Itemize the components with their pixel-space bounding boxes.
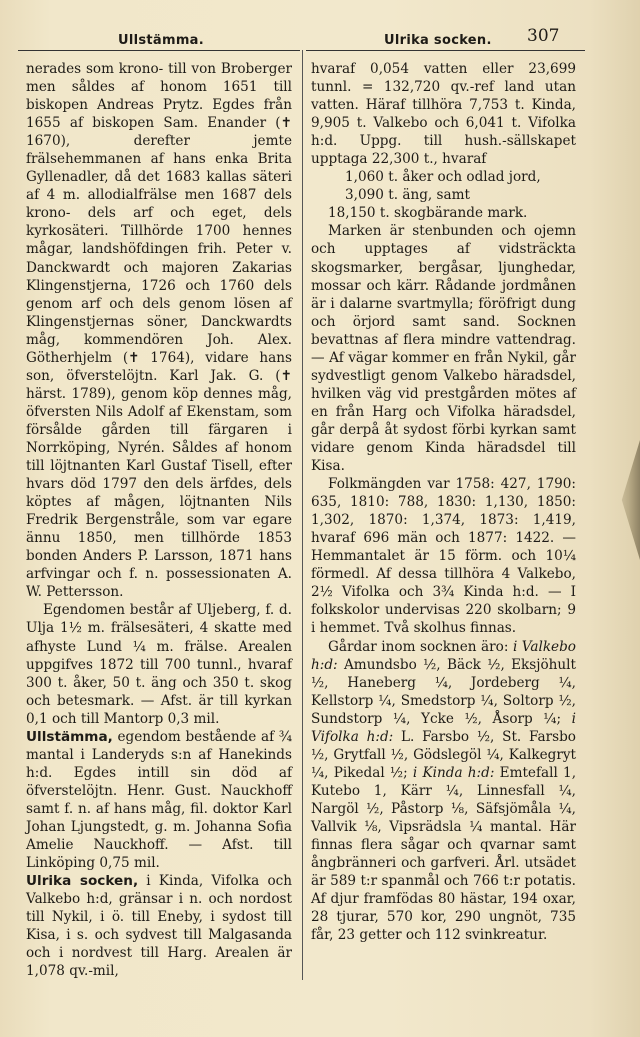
- header-rule-right: [306, 50, 585, 51]
- left-running-head: Ullstämma.: [118, 33, 204, 48]
- left-para-1: nerades som krono- till von Broberger men såldes af honom 1651 till biskopen Andreas Prytz. Egdes från 1655 af biskopen Sam. Enander (✝ 1670), derefter jemte frälsehemmanen af hans enka Brita Gyllenadler, då det 1683 kallas säteri af 4 m. allodialfrälse men 1687 dels krono- dels arf och eget, dels kyrkosäteri. Tillhörde 1700 hennes mågar, landshöfdingen frih. Peter v. Danckwardt och majoren Zakarias Klingenstjerna, 1726 och 1760 dels genom arf och dels genom lösen af Klingenstjernas söner, Danckwardts måg, kommendören Joh. Alex. Götherhjelm (✝ 1764), vidare hans son, öfverstelöjtn. Karl Jak. G. (✝ härst. 1789), genom köp dennes måg, öfversten Nils Adolf af Ekenstam, som försålde gården till färgaren i Norrköping, Nyrén. Såldes af honom till löjtnanten Karl Gustaf Tisell, efter hvars död 1797 den dels ärfdes, dels köptes af mågen, löjtnanten Nils Fredrik Bergenstråle, som var egare ännu 1850, men tillhörde 1853 bonden Anders P. Larsson, 1871 hans arfvingar och f. n. possessionaten A. W. Pettersson.: [26, 61, 292, 601]
- left-para-2: Egendomen består af Uljeberg, f. d. Ulja 1½ m. frälsesäteri, 4 skatte med afhyste Lund ¼ m. frälse. Arealen uppgifves 1872 till 700 tunnl., hvaraf 300 t. åker, 50 t. äng och 350 t. skog och betesmark. — Afst. är till kyrkan 0,1 och till Mantorp 0,3 mil.: [26, 602, 292, 727]
- entry-head-ulrika: Ulrika socken,: [26, 873, 139, 890]
- right-running-head: Ulrika socken.: [384, 33, 492, 48]
- farms-vifolka: L. Farsbo ½, St. Farsbo ½, Grytfall ½, Gödslegöl ¼, Kalkegryt ¼, Pikedal ½;: [311, 728, 576, 781]
- header-rule-left: [18, 50, 300, 51]
- right-column: [311, 60, 576, 944]
- entry-head-ullstamma: Ullstämma,: [26, 728, 113, 745]
- page-edge-shadow: [612, 440, 640, 560]
- farms-intro: Gårdar inom socknen äro:: [328, 638, 513, 655]
- right-para-4: [311, 638, 576, 945]
- left-para-3: [26, 728, 292, 872]
- column-divider: [302, 50, 303, 980]
- page-number: 307: [527, 26, 560, 46]
- land-row-3: 18,150 t. skogbärande mark.: [328, 205, 528, 222]
- farms-kinda: Emtefall 1, Kutebo 1, Kärr ¼, Linnesfall ¼, Nargöl ½, Påstorp ⅛, Säfsjömåla ¼, Vallvik ⅛, Vipsrädsla ¼ mantal. Här finnas flera sågar och qvarnar samt ångbränneri och garfveri. Årl. utsädet är 589 t:r spanmål och 766 t:r potatis. Af djur framfödas 80 hästar, 194 oxar, 28 tjurar, 570 kor, 290 ungnöt, 735 får, 23 getter och 112 svinkreatur.: [311, 764, 577, 944]
- right-para-1: hvaraf 0,054 vatten eller 23,699 tunnl. = 132,720 qv.-ref land utan vatten. Häraf tillhöra 7,753 t. Kinda, 9,905 t. Valkebo och 6,041 t. Vifolka h:d. Uppg. till hush.-sällskapet upptaga 22,300 t., hvaraf: [311, 61, 576, 168]
- left-para-3-text: egendom bestående af ¾ mantal i Landeryds s:n af Hanekinds h:d. Egdes intill sin död af öfverstelöjtn. Henr. Gust. Nauckhoff samt f. n. af hans måg, fil. doktor Karl Johan Ljungstedt, g. m. Johanna Sofia Amelie Nauckhoff. — Afst. till Linköping 0,75 mil.: [26, 728, 292, 872]
- district-kinda: i Kinda h:d:: [412, 764, 495, 781]
- district-valkebo: i Valkebo h:d:: [311, 638, 576, 673]
- left-column: [26, 60, 292, 980]
- left-para-4: [26, 872, 292, 980]
- running-header: [0, 26, 640, 52]
- right-para-3: Folkmängden var 1758: 427, 1790: 635, 1810: 788, 1830: 1,130, 1850: 1,302, 1870: 1,374, 1873: 1,419, hvaraf 696 män och 1877: 1422. — Hemmantalet är 15 förm. och 10¼ förmedl. Af dessa tillhöra 4 Valkebo, 2½ Vifolka och 3¾ Kinda h:d. — I folkskolor undervisas 220 skolbarn; 9 i hemmet. Två skolhus finnas.: [311, 476, 576, 637]
- farms-valkebo: Amundsbo ½, Bäck ½, Eksjöhult ½, Haneberg ¼, Jordeberg ¼, Kellstorp ¼, Smedstorp ¼, Soltorp ½, Sundstorp ¼, Ycke ½, Åsorp ¼;: [311, 656, 576, 727]
- left-para-4-text: i Kinda, Vifolka och Valkebo h:d, gränsar i n. och nordost till Nykil, i ö. till Eneby, i sydost till Kisa, i s. och sydvest till Malgasanda och i nordvest till Harg. Arealen är 1,078 qv.-mil,: [26, 873, 292, 980]
- right-para-2: Marken är stenbunden och ojemn och upptages af vidsträckta skogsmarker, bergåsar, ljunghedar, mossar och kärr. Rådande jordmånen är i dalarne svartmylla; föröfrigt dung och örjord samt sand. Socknen bevattnas af flera mindre vattendrag. — Af vägar kommer en från Nykil, går sydvestligt genom Valkebo häradsdel, hvilken väg vid prestgården mötes af en från Harg och Vifolka häradsdel, går derpå åt sydost förbi kyrkan samt vidare genom Kinda häradsdel till Kisa.: [311, 223, 576, 475]
- district-vifolka: i Vifolka h:d:: [311, 710, 576, 745]
- land-row-2: 3,090 t. äng, samt: [345, 187, 470, 204]
- land-row-1: 1,060 t. åker och odlad jord,: [345, 169, 541, 186]
